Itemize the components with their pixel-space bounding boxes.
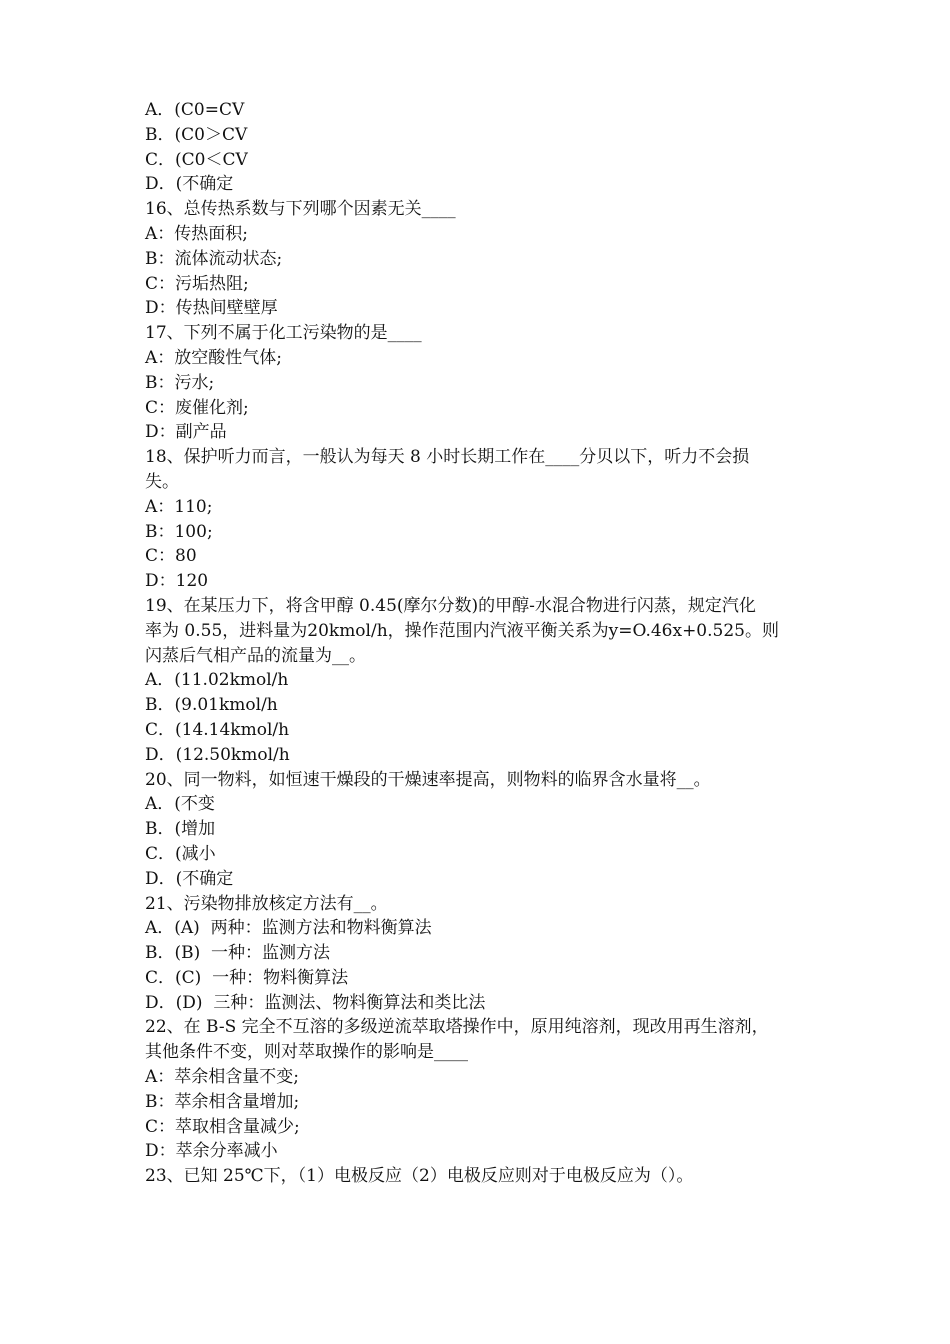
text-line: D．(D) 三种：监测法、物料衡算法和类比法 [145, 992, 486, 1013]
text-line: B．(9.01kmol/h [145, 695, 278, 716]
text-line: D：传热间壁壁厚 [145, 298, 278, 319]
text-line: 17、下列不属于化工污染物的是____ [145, 323, 422, 344]
text-line: 21、污染物排放核定方法有__。 [145, 893, 388, 914]
text-line: D：萃余分率减小 [145, 1141, 278, 1162]
text-line: 率为 0.55，进料量为20kmol/h，操作范围内汽液平衡关系为y=O.46x+0.525。则 [145, 620, 779, 641]
text-line: A：萃余相含量不变; [145, 1067, 300, 1088]
text-line: 其他条件不变，则对萃取操作的影响是____ [145, 1042, 468, 1063]
text-line: 失。 [145, 471, 179, 492]
text-line: B：流体流动状态; [145, 248, 283, 269]
text-line: B：萃余相含量增加; [145, 1091, 300, 1112]
text-line: C．(14.14kmol/h [145, 719, 290, 740]
text-line: D：副产品 [145, 422, 227, 443]
text-line: B．(增加 [145, 819, 216, 840]
text-line: 20、同一物料，如恒速干燥段的干燥速率提高，则物料的临界含水量将__。 [145, 769, 711, 790]
text-line: B：污水; [145, 372, 215, 393]
text-line: A．(不变 [145, 794, 215, 815]
text-line: 23、已知 25℃下，（1）电极反应（2）电极反应则对于电极反应为（）。 [145, 1166, 694, 1187]
text-line: D．(不确定 [145, 174, 234, 195]
text-line: D．(不确定 [145, 868, 234, 889]
text-line: A．(11.02kmol/h [145, 670, 289, 691]
text-line: A．(A) 两种：监测方法和物料衡算法 [145, 918, 432, 939]
text-line: C．(C) 一种：物料衡算法 [145, 967, 349, 988]
text-line: C．(C0＜CV [145, 149, 248, 170]
text-line: A．(C0=CV [145, 100, 245, 120]
document-page [145, 98, 810, 1189]
text-line: B．(B) 一种：监测方法 [145, 943, 331, 964]
text-line: C：污垢热阻; [145, 273, 249, 294]
text-line: D：120 [145, 571, 209, 592]
text-line: C：80 [145, 546, 197, 567]
text-line: 闪蒸后气相产品的流量为__。 [145, 645, 366, 666]
text-line: 19、在某压力下，将含甲醇 0.45(摩尔分数)的甲醇-水混合物进行闪蒸，规定汽化 [145, 595, 756, 616]
text-line: C．(减小 [145, 843, 216, 864]
text-line: A：传热面积; [145, 223, 249, 244]
text-line: A：放空酸性气体; [145, 347, 283, 368]
text-line: D．(12.50kmol/h [145, 744, 290, 765]
text-line: C：萃取相含量减少; [145, 1116, 300, 1137]
text-line: B：100; [145, 521, 213, 542]
text-line: C：废催化剂; [145, 397, 249, 418]
text-line: 22、在 B-S 完全不互溶的多级逆流萃取塔操作中，原用纯溶剂，现改用再生溶剂， [145, 1017, 769, 1038]
text-line: A：110; [145, 496, 213, 517]
text-line: B．(C0＞CV [145, 124, 248, 145]
text-line: 18、保护听力而言，一般认为每天 8 小时长期工作在____分贝以下，听力不会损 [145, 447, 750, 468]
text-line: 16、总传热系数与下列哪个因素无关____ [145, 199, 456, 220]
